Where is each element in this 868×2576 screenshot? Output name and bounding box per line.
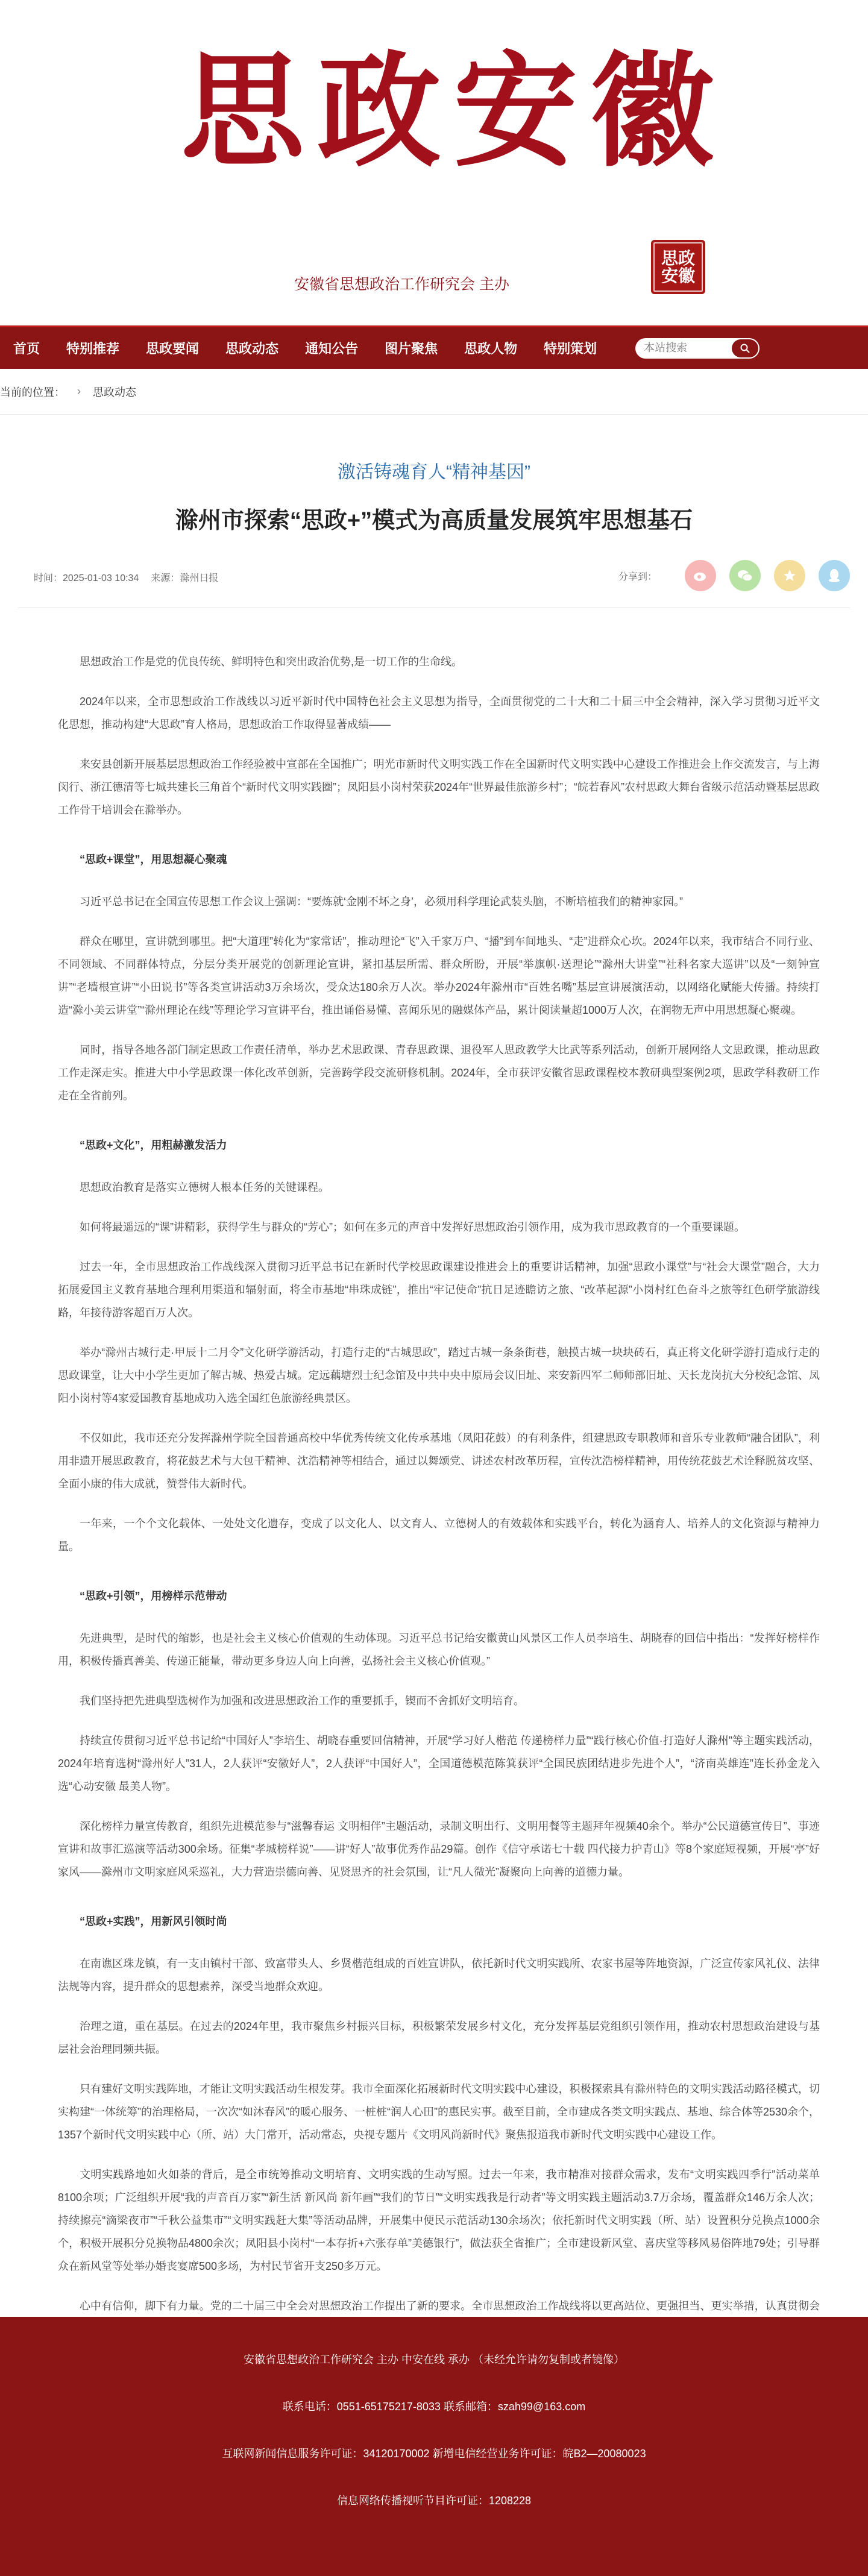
article-paragraph: 过去一年，全市思想政治工作战线深入贯彻习近平总书记在新时代学校思政课建设推进会上的重要讲话精神，加强“思政小课堂”与“社会大课堂”融合，大力拓展爱国主义教育基地合理利用渠道和辐射面，将全市基地“串珠成链”，推出“牢记使命”抗日足迹瞻访之旅、“改革起源”小岗村红色奋斗之旅等红色研学旅游线路，年接待游客超百万人次。 <box>58 1261 820 1319</box>
article <box>18 457 850 2340</box>
logo-char: 徽 <box>590 39 711 184</box>
nav-item-updates[interactable]: 思政动态 <box>225 341 279 356</box>
article-source: 来源：滁州日报 <box>151 573 219 583</box>
article-title: 滁州市探索“思政+”模式为高质量发展筑牢思想基石 <box>175 508 693 533</box>
article-paragraph: 习近平总书记在全国宣传思想工作会议上强调：“要炼就‘金刚不坏之身’，必须用科学理论武装头脑，不断培植我们的精神家园。” <box>80 896 683 908</box>
share-weibo-button[interactable] <box>685 560 716 591</box>
article-paragraph: 来安县创新开展基层思想政治工作经验被中宣部在全国推广；明光市新时代文明实践工作在全国新时代文明实践中心建设工作推进会上作交流发言，与上海闵行、浙江德清等七城共建长三角首个“新时代文明实践圈”；凤阳县小岗村荣获2024年“世界最佳旅游乡村”；“皖若春风”农村思政大舞台省级示范活动暨基层思政工作骨干培训会在滁举办。 <box>58 758 820 816</box>
weibo-icon <box>693 569 708 582</box>
footer-av-license-text: 信息网络传播视听节目许可证：1208228 <box>336 2495 532 2507</box>
nav-item-news[interactable]: 思政要闻 <box>146 341 200 356</box>
nav-item-people[interactable]: 思政人物 <box>464 341 518 356</box>
article-paragraph: 群众在哪里，宣讲就到哪里。把“大道理”转化为“家常话”，推动理论“飞”入千家万户、“播”到车间地头、“走”进群众心坎。2024年以来，我市结合不同行业、不同领域、不同群体特点，分层分类开展党的创新理论宣讲，紧扣基层所需、群众所盼，开展“举旗帜·送理论”“滁州大讲堂”“社科名家大巡讲”以及“一刻钟宣讲”“老墙根宣讲”“小田说书”等各类宣讲活动3万余场次，受众达180余万人次。举办2024年滁州市“百姓名嘴”基层宣讲展演活动，以网络化赋能大传播。持续打造“滁小美云讲堂”“滁州理论在线”等理论学习宣讲平台，推出诵俗易懂、喜闻乐见的融媒体产品，累计阅读量超1000万人次，在润物无声中用思想凝心聚魂。 <box>58 935 820 1016</box>
search-icon <box>740 343 750 354</box>
seal-text: 思政 <box>661 248 695 268</box>
wechat-icon <box>737 569 753 582</box>
site-subtitle: 安徽省思想政治工作研究会 主办 <box>294 276 509 293</box>
search-button[interactable] <box>732 339 758 357</box>
article-paragraph: 只有建好文明实践阵地，才能让文明实践活动生根发芽。我市全面深化拓展新时代文明实践中心建设，积极探索具有滁州特色的文明实践活动路径模式，切实构建“一体统筹”的治理格局，一次次“如沐春风”的暖心服务、一桩桩“润人心田”的惠民实事。截至目前，全市建成各类文明实践点、基地、综合体等2530余个，1357个新时代文明实践中心（所、站）大门常开，活动常态，央视专题片《文明风尚新时代》聚焦报道我市新时代文明实践中心建设工作。 <box>58 2083 820 2141</box>
breadcrumb <box>0 369 868 415</box>
nav-item-special[interactable]: 特别策划 <box>544 341 597 356</box>
article-paragraph: 同时，指导各地各部门制定思政工作责任清单，举办艺术思政课、青春思政课、退役军人思政教学大比武等系列活动，创新开展网络人文思政课，推动思政工作走深走实。推进大中小学思政课一体化改革创新，完善跨学段交流研修机制。2024年，全市获评安徽省思政课程校本教研典型案例2项，思政学科教研工作走在全省前列。 <box>58 1044 820 1102</box>
article-paragraph: 先进典型，是时代的缩影，也是社会主义核心价值观的生动体现。习近平总书记给安徽黄山风景区工作人员李培生、胡晓春的回信中指出：“发挥好榜样作用，积极传播真善美、传递正能量，带动更多身边人向上向善，弘扬社会主义核心价值观。” <box>58 1632 820 1667</box>
nav-item-home[interactable]: 首页 <box>13 341 40 356</box>
article-paragraph: 文明实践路地如火如荼的背后，是全市统筹推动文明培育、文明实践的生动写照。过去一年来，我市精准对接群众需求，发布“文明实践四季行”活动菜单8100余项；广泛组织开展“我的声音百万家”“新生活 新风尚 新年画”“我们的节日”“文明实践我是行动者”等文明实践主题活动3.7万余场，覆盖群众146万余人次；持续擦亮“滴梁夜市”“千秋公益集市”“文明实践赶大集”等活动品牌，开展集中便民示范活动130余场次；依托新时代文明实践（所、站）设置积分兑换点1000余个，积极开展积分兑换物品4800余次；凤阳县小岗村“一本存折+六张存单”美德银行”，做法获全省推广；全市建设新风堂、喜庆堂等移风易俗阵地79处；引导群众在新风堂等处举办婚丧宴席500多场，为村民节省开支250多万元。 <box>58 2169 820 2272</box>
nav-item-notices[interactable]: 通知公告 <box>305 341 359 356</box>
site-footer <box>0 2317 868 2576</box>
logo-char: 安 <box>453 39 575 184</box>
breadcrumb-section-link[interactable]: 思政动态 <box>93 386 136 398</box>
article-paragraph: 在南谯区珠龙镇，有一支由镇村干部、致富带头人、乡贤楷范组成的百姓宣讲队，依托新时代文明实践所、农家书屋等阵地资源，广泛宣传家风礼仪、法律法规等内容，提升群众的思想素养，深受当地群众欢迎。 <box>58 1958 820 1993</box>
share-wechat-button[interactable] <box>729 560 761 591</box>
article-kicker: 激活铸魂育人“精神基因” <box>338 462 530 482</box>
article-paragraph: 2024年以来，全市思想政治工作战线以习近平新时代中国特色社会主义思想为指导，全面贯彻党的二十大和二十届三中全会精神，深入学习贯彻习近平文化思想，推动构建“大思政”育人格局，思想政治工作取得显著成绩—— <box>58 696 820 730</box>
site-header <box>0 0 868 325</box>
article-paragraph: 不仅如此，我市还充分发挥滁州学院全国普通高校中华优秀传统文化传承基地（凤阳花鼓）的有利条件，组建思政专职教师和音乐专业教师“融合团队”，利用非遗开展思政教育，将花鼓艺术与大包干精神、沈浩精神等相结合，通过以舞颂党、讲述农村改革历程，宣传沈浩榜样精神，用传统花鼓艺术诠释脱贫攻坚、全面小康的伟大成就，赞誉伟大新时代。 <box>58 1432 820 1490</box>
article-paragraph: 一年来，一个个文化载体、一处处文化遗存，变成了以文化人、以文育人、立德树人的有效载体和实践平台，转化为涵育人、培养人的文化资源与精神力量。 <box>58 1518 820 1553</box>
share-bar <box>618 560 850 591</box>
seal-text: 安徽 <box>661 266 695 286</box>
star-icon <box>782 568 797 583</box>
main-nav <box>0 325 868 369</box>
section-heading: “思政+课堂”，用思想凝心聚魂 <box>80 853 227 865</box>
article-paragraph: 持续宣传贯彻习近平总书记给“中国好人”李培生、胡晓春重要回信精神，开展“学习好人楷范 传递榜样力量”“践行核心价值·打造好人滁州”等主题实践活动，2024年培育选树“滁州好人”31人，2人获评“安徽好人”，2人获评“中国好人”，全国道德模范陈箕获评“全国民族团结进步先进个人”，“济南英雄连”连长孙金龙入选“心动安徽 最美人物”。 <box>58 1735 820 1792</box>
article-paragraph: 深化榜样力量宣传教育，组织先进模范参与“滋馨春运 文明相伴”主题活动，录制文明出行、文明用餐等主题拜年视频40余个。举办“公民道德宣传日”、事迹宣讲和故事汇巡演等活动300余场。征集“孝城榜样说”——讲“好人”故事优秀作品29篇。创作《信守承诺七十载 四代接力护青山》等8个家庭短视频，开展“亭”好家风——滁州市文明家庭风采巡礼，大力营造崇德向善、见贤思齐的社会氛围，让“凡人微光”凝聚向上向善的道德力量。 <box>58 1820 820 1878</box>
logo-char: 思 <box>181 39 302 184</box>
share-label: 分享到： <box>618 571 657 582</box>
qq-icon <box>828 568 841 583</box>
seal-logo <box>651 240 705 294</box>
article-date: 时间：2025-01-03 10:34 <box>34 573 139 583</box>
section-heading: “思政+实践”，用新风引领时尚 <box>80 1915 227 1927</box>
share-qzone-button[interactable] <box>774 560 805 591</box>
nav-item-photos[interactable]: 图片聚焦 <box>385 341 438 356</box>
breadcrumb-label: 当前的位置： <box>0 386 65 398</box>
section-heading: “思政+文化”，用粗赫激发活力 <box>80 1139 227 1151</box>
article-paragraph: 我们坚持把先进典型选树作为加强和改进思想政治工作的重要抓手，锲而不舍抓好文明培育。 <box>80 1695 524 1707</box>
section-heading: “思政+引领”，用榜样示范带动 <box>80 1590 227 1602</box>
article-paragraph: 举办“滁州古城行走·甲辰十二月令”文化研学游活动，打造行走的“古城思政”，踏过古城一条条街巷，触摸古城一块块砖石，真正将文化研学游打造成行走的思政课堂，让大中小学生更加了解古城、热爱古城。定远藕塘烈士纪念馆及中共中央中原局会议旧址、来安新四军二师师部旧址、天长龙岗抗大分校纪念馆、凤阳小岗村等4家爱国教育基地成功入选全国红色旅游经典景区。 <box>58 1346 820 1404</box>
logo-char: 政 <box>317 39 439 184</box>
article-paragraph: 治理之道，重在基层。在过去的2024年里，我市聚焦乡村振兴目标，积极繁荣发展乡村文化，充分发挥基层党组织引领作用，推动农村思想政治建设与基层社会治理同频共振。 <box>58 2020 820 2055</box>
nav-item-featured[interactable]: 特别推荐 <box>66 341 120 356</box>
footer-contact-text: 联系电话：0551-65175217-8033 联系邮箱：szah99@163.com <box>282 2401 586 2413</box>
article-paragraph: 如何将最遥远的“课”讲精彩，获得学生与群众的“芳心”；如何在多元的声音中发挥好思想政治引领作用，成为我市思政教育的一个重要课题。 <box>80 1221 745 1233</box>
breadcrumb-separator: › <box>77 385 81 397</box>
footer-license-text: 互联网新闻信息服务许可证：34120170002 新增电信经营业务许可证：皖B2—20080023 <box>222 2448 646 2460</box>
footer-sponsor-text: 安徽省思想政治工作研究会 主办 中安在线 承办 （未经允许请勿复制或者镜像） <box>243 2354 624 2366</box>
article-paragraph: 思想政治工作是党的优良传统、鲜明特色和突出政治优势,是一切工作的生命线。 <box>80 656 462 668</box>
search-input[interactable] <box>644 342 728 354</box>
site-logo[interactable] <box>181 33 711 190</box>
article-paragraph: 思想政治教育是落实立德树人根本任务的关键课程。 <box>80 1181 329 1193</box>
article-body <box>18 608 850 2340</box>
share-qq-button[interactable] <box>819 560 850 591</box>
search-box <box>635 338 760 359</box>
article-meta <box>18 560 850 608</box>
article-paragraph: 心中有信仰，脚下有力量。党的二十届三中全会对思想政治工作提出了新的要求。全市思想政治工作战线将以更高站位、更强担当、更实举措，认真贯彻会 <box>80 2300 820 2312</box>
